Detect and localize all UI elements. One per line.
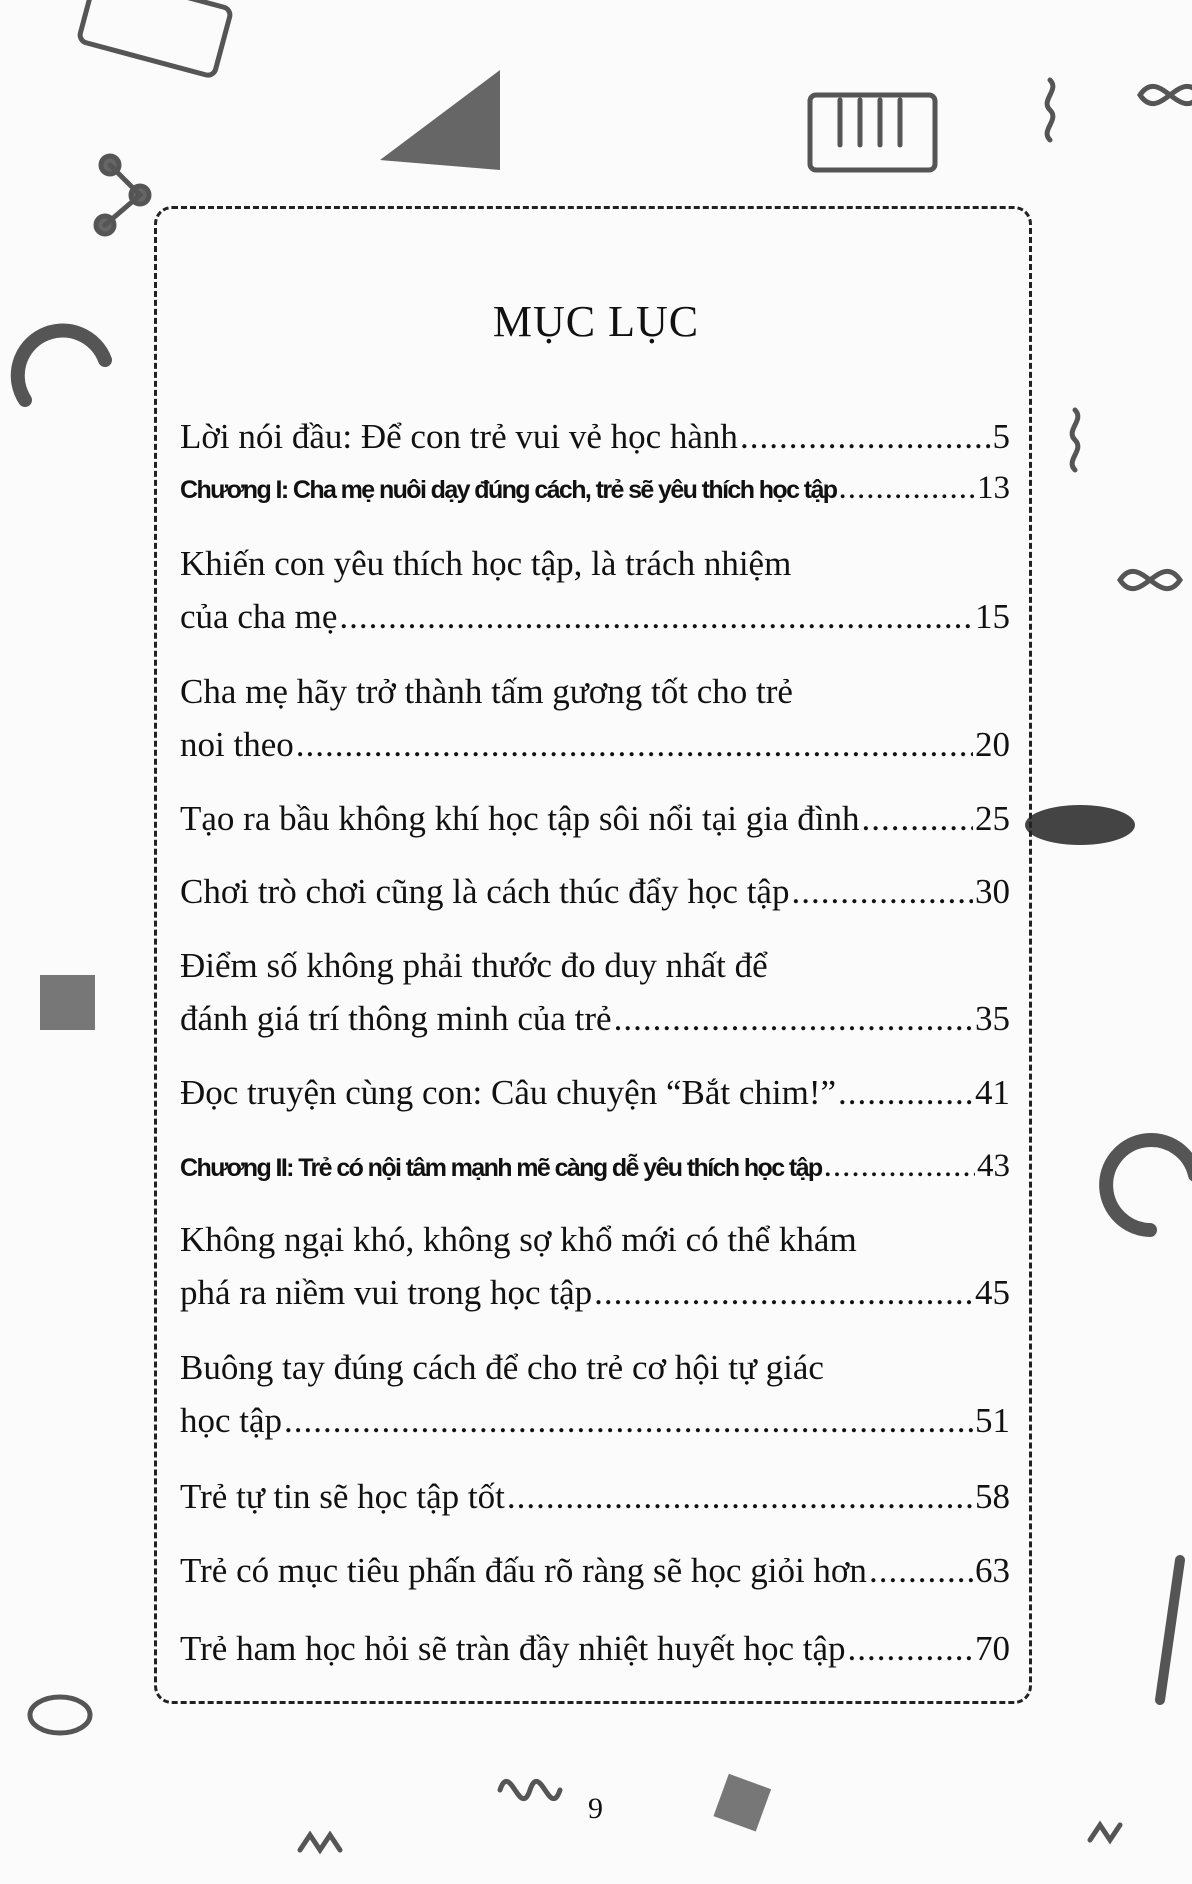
dot-leader [848, 1622, 974, 1675]
toc-entry-row [180, 792, 1010, 845]
toc-entry[interactable] [180, 939, 1010, 1045]
dot-leader [861, 792, 973, 845]
toc-entry-title-line: phá ra niềm vui trong học tập [180, 1273, 593, 1312]
toc-entry-title-line: Trẻ ham học hỏi sẽ tràn đầy nhiệt huyết học tập [180, 1629, 846, 1668]
toc-page-number: 58 [975, 1477, 1010, 1516]
toc-entry-title-line: Tạo ra bầu không khí học tập sôi nổi tại gia đình [180, 799, 860, 838]
dot-leader [791, 865, 973, 918]
toc-page-number: 63 [975, 1551, 1010, 1590]
dot-leader [594, 1266, 973, 1319]
pencil-icon [1160, 1560, 1180, 1700]
dot-leader [869, 1544, 973, 1597]
toc-entry[interactable] [180, 410, 1010, 463]
toc-chapter-entry[interactable] [180, 1140, 1010, 1195]
toc-chapter-entry[interactable] [180, 462, 1010, 517]
toc-page-number: 20 [975, 725, 1010, 764]
toc-entry-title-line: Không ngại khó, không sợ khổ mới có thể khám [180, 1220, 857, 1259]
toc-page-number: 25 [975, 799, 1010, 838]
toc-entry-title-line: Khiến con yêu thích học tập, là trách nhiệm [180, 544, 792, 583]
page-title: MỤC LỤC [492, 297, 700, 346]
toc-entry-title-line: Đọc truyện cùng con: Câu chuyện “Bắt chim!” [180, 1073, 837, 1112]
toc-entry-title-line: Trẻ tự tin sẽ học tập tốt [180, 1477, 505, 1516]
toc-entry-row [180, 410, 1010, 463]
toc-entry-row [180, 1066, 1010, 1119]
dot-leader [507, 1470, 973, 1523]
toc-entry[interactable] [180, 1213, 1010, 1319]
dot-leader [824, 1140, 975, 1193]
toc-entry-title-line: của cha mẹ [180, 597, 338, 636]
toc-entry[interactable] [180, 1622, 1010, 1675]
toc-entry-title-line: Trẻ có mục tiêu phấn đấu rõ ràng sẽ học giỏi hơn [180, 1551, 867, 1590]
toc-page-number: 70 [975, 1629, 1010, 1668]
toc-entry-row [180, 992, 1010, 1045]
toc-entry-row [180, 1622, 1010, 1675]
toc-entry-title-line: Chương II: Trẻ có nội tâm mạnh mẽ càng dễ yêu thích học tập [180, 1154, 822, 1182]
toc-entry[interactable] [180, 537, 1010, 643]
toc-page-number: 13 [977, 470, 1010, 506]
dot-leader [296, 718, 973, 771]
toc-entry-row [180, 718, 1010, 771]
magnet-right-icon [1106, 1140, 1192, 1230]
toc-entry-title-line: Cha mẹ hãy trở thành tấm gương tốt cho trẻ [180, 672, 793, 711]
toc-entry-title-line: Buông tay đúng cách để cho trẻ cơ hội tự giác [180, 1348, 824, 1387]
toc-entry-row [180, 1266, 1010, 1319]
toc-entry-row [180, 1544, 1010, 1597]
toc-entry[interactable] [180, 1066, 1010, 1119]
toc-entry[interactable] [180, 1544, 1010, 1597]
dot-leader [614, 992, 973, 1045]
toc-page-number: 30 [975, 872, 1010, 911]
dot-leader [838, 462, 975, 515]
toc-entry-title-line: Chơi trò chơi cũng là cách thúc đẩy học tập [180, 872, 790, 911]
toc-entry-title-line: Chương I: Cha mẹ nuôi dạy đúng cách, trẻ sẽ yêu thích học tập [180, 476, 837, 504]
dot-leader [740, 410, 991, 463]
toc-entry[interactable] [180, 665, 1010, 771]
dot-leader [339, 590, 973, 643]
abacus-icon [78, 0, 231, 77]
toc-page-number: 43 [977, 1148, 1010, 1184]
toc-entry-row [180, 1470, 1010, 1523]
toc-entry-row [180, 462, 1010, 517]
toc-entry-row [180, 1140, 1010, 1195]
newton-cradle-icon [810, 95, 935, 170]
toc-page-number: 15 [975, 597, 1010, 636]
page-number: 9 [588, 1792, 603, 1825]
toc-entry-title-line: Điểm số không phải thước đo duy nhất để [180, 946, 768, 985]
toc-entry-title-line: học tập [180, 1401, 283, 1440]
toc-page-number: 35 [975, 999, 1010, 1038]
molecule-icon [96, 156, 149, 234]
toc-page-number: 5 [992, 417, 1010, 456]
toc-entry[interactable] [180, 1470, 1010, 1523]
toc-entry-row [180, 1394, 1010, 1447]
toc-entry-row [180, 590, 1010, 643]
toc-entry-row [180, 865, 1010, 918]
toc-entry[interactable] [180, 865, 1010, 918]
dot-leader [838, 1066, 973, 1119]
toc-page-number: 45 [975, 1273, 1010, 1312]
dot-leader [284, 1394, 973, 1447]
toc-entry-title-line: đánh giá trí thông minh của trẻ [180, 999, 612, 1038]
toc-entry-title-line: Lời nói đầu: Để con trẻ vui vẻ học hành [180, 417, 738, 456]
toc-entry[interactable] [180, 792, 1010, 845]
triangle-ruler-icon [380, 70, 500, 170]
toc-page-number: 41 [975, 1073, 1010, 1112]
toc-entry[interactable] [180, 1341, 1010, 1447]
toc-entry-title-line: noi theo [180, 725, 294, 764]
toc-page-number: 51 [975, 1401, 1010, 1440]
